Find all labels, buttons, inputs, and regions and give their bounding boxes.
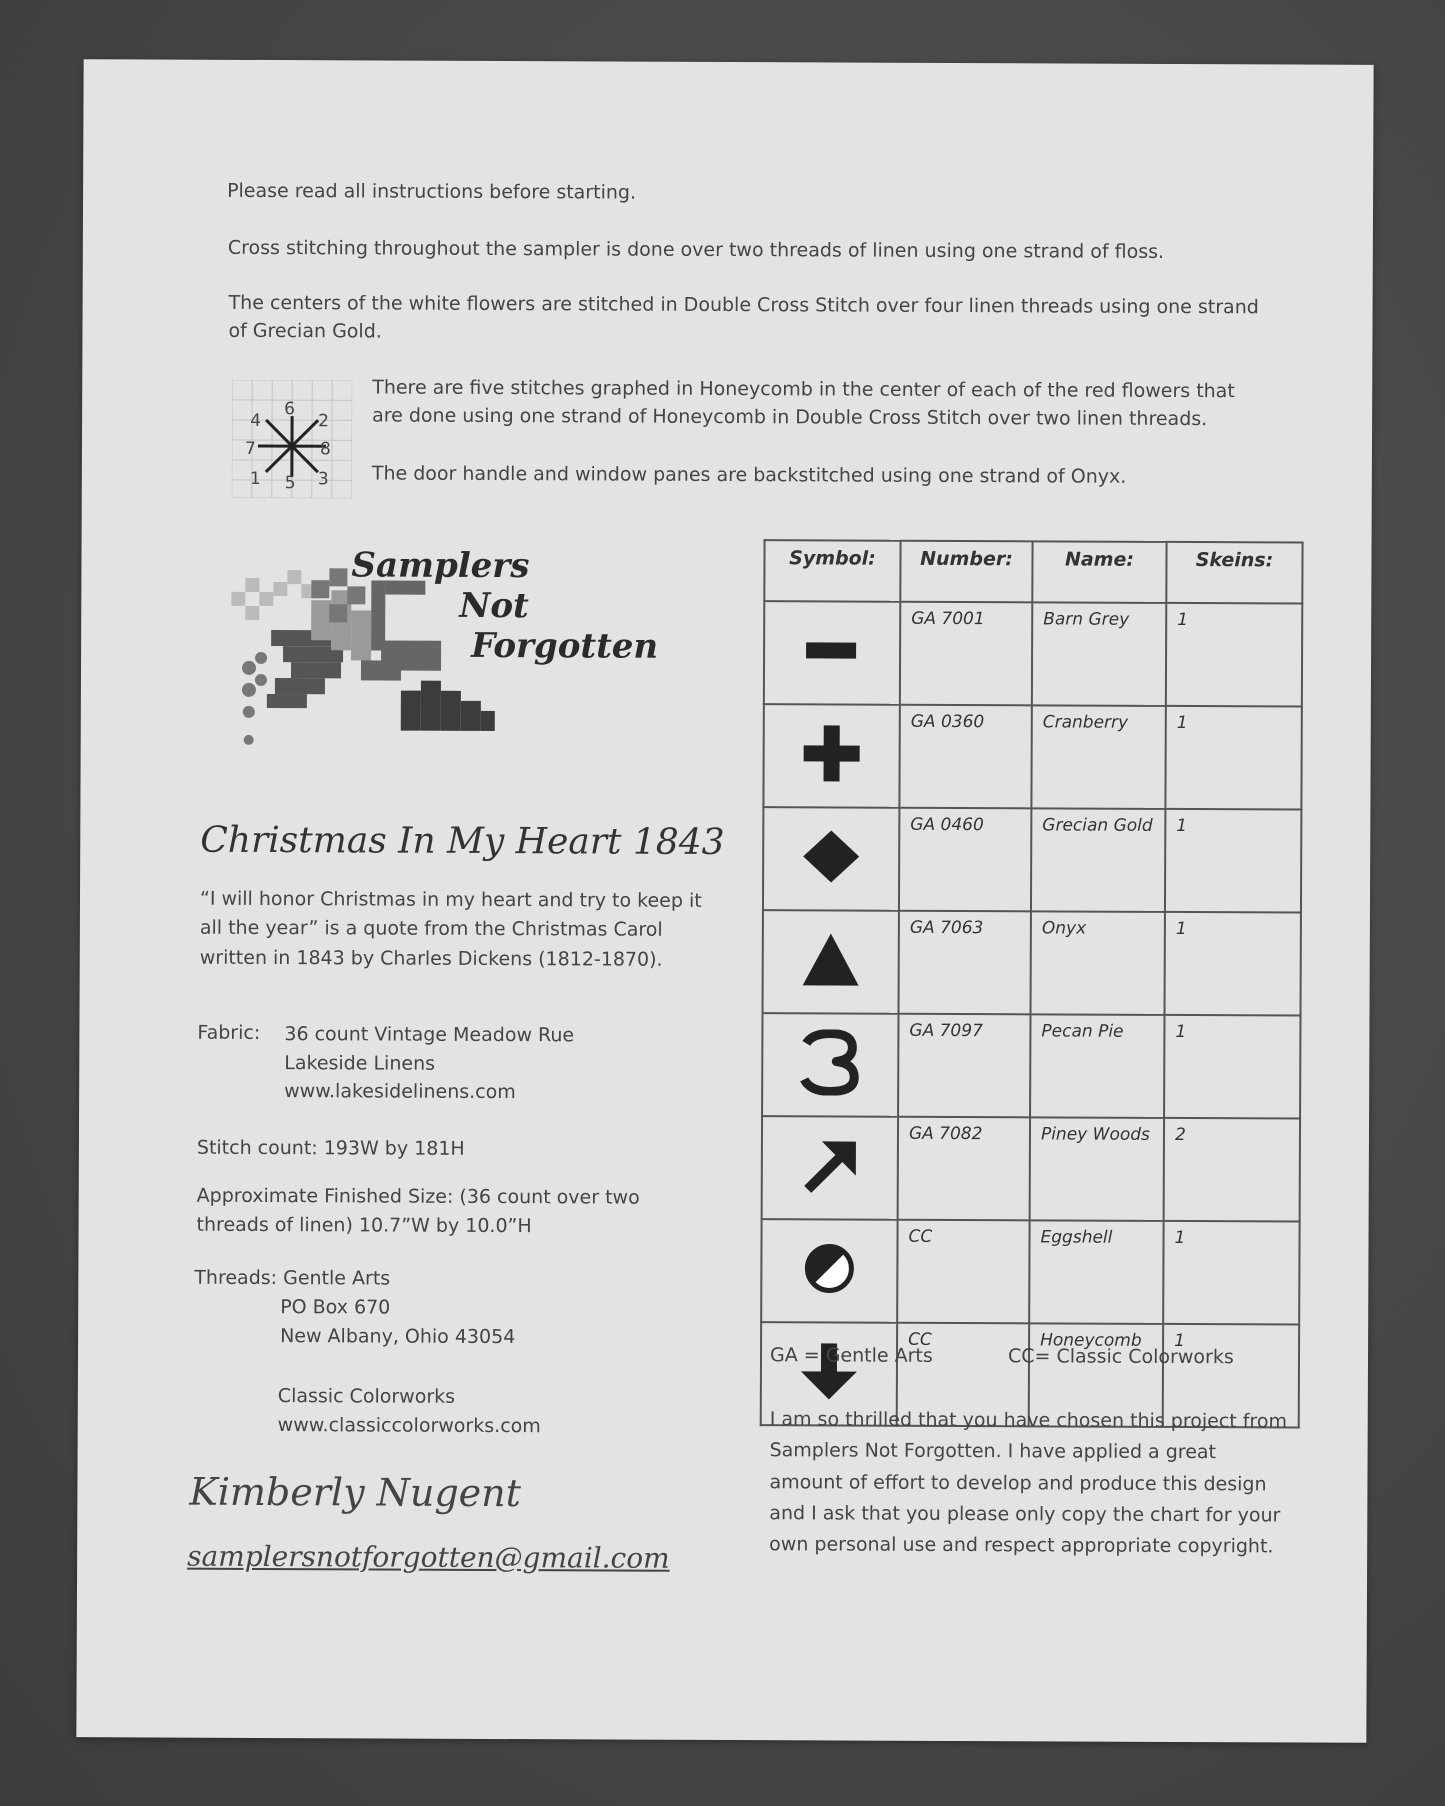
- row-skeins: 1: [1163, 1221, 1299, 1325]
- row-name: Pecan Pie: [1030, 1014, 1164, 1118]
- row-skeins: 1: [1164, 1015, 1300, 1119]
- row-name: Onyx: [1031, 911, 1165, 1015]
- cc-url: www.classiccolorworks.com: [277, 1413, 541, 1437]
- table-row: [763, 704, 1301, 809]
- row-number: GA 0460: [899, 808, 1031, 912]
- threads-address: [280, 1293, 515, 1351]
- logo-word: Not: [459, 585, 529, 627]
- finished-size: Approximate Finished Size: (36 count over two threads of linen) 10.7”W by 10.0”H: [196, 1184, 640, 1238]
- row-name: Honeycomb: [1029, 1323, 1163, 1427]
- row-number: GA 7082: [898, 1117, 1030, 1221]
- samplers-not-forgotten-logo: [230, 540, 701, 792]
- row-name: Piney Woods: [1030, 1117, 1164, 1221]
- table-row: [762, 1013, 1300, 1118]
- diagram-number: 5: [284, 473, 296, 494]
- row-name: Grecian Gold: [1031, 808, 1165, 912]
- header-number: Number:: [900, 541, 1032, 603]
- row-number: GA 7097: [898, 1014, 1030, 1118]
- diagram-number: 6: [284, 399, 296, 420]
- closing-note: I am so thrilled that you have chosen this project from Samplers Not Forgotten. I have applied a great amount of effort to develop and produce this design and I ask that you please only copy the chart for your own personal use and respect appropriate copyright.: [769, 1408, 1288, 1558]
- table-row: [763, 807, 1301, 912]
- plus-icon: [802, 723, 862, 783]
- three-icon: [798, 1029, 862, 1095]
- row-skeins: 1: [1163, 1324, 1299, 1428]
- row-skeins: 1: [1166, 603, 1302, 707]
- fabric-label: Fabric:: [197, 1021, 261, 1044]
- diagram-number: 4: [250, 410, 261, 431]
- row-number: GA 0360: [899, 705, 1031, 809]
- threads-label: Threads: Gentle Arts: [194, 1266, 391, 1290]
- table-header-row: [764, 540, 1302, 603]
- row-skeins: 1: [1165, 706, 1301, 810]
- double-cross-stitch-diagram: [232, 380, 353, 499]
- fabric-brand: Lakeside Linens: [284, 1051, 436, 1075]
- diagram-number: 1: [249, 468, 261, 489]
- logo-word: Samplers: [351, 545, 530, 587]
- diagram-number: 8: [319, 439, 331, 460]
- table-row: [764, 601, 1302, 706]
- instruction-line-1: Please read all instructions before starting.: [227, 179, 637, 204]
- instruction-line-4: There are five stitches graphed in Honeycomb in the center of each of the red flowers that are done using one strand of Honeycomb in Double Cross Stitch over two linen threads.: [372, 376, 1235, 430]
- row-number: CC: [897, 1323, 1029, 1427]
- row-number: GA 7001: [900, 602, 1032, 706]
- stitch-count: Stitch count: 193W by 181H: [196, 1136, 465, 1160]
- row-skeins: 1: [1165, 912, 1301, 1016]
- cc-name: Classic Colorworks: [277, 1385, 456, 1408]
- logo-word: Forgotten: [471, 625, 659, 667]
- header-name: Name:: [1032, 541, 1166, 603]
- designer-signature: Kimberly Nugent: [189, 1469, 522, 1516]
- diamond-icon: [799, 826, 863, 886]
- threads-city: New Albany, Ohio 43054: [280, 1324, 516, 1348]
- instruction-line-3: The centers of the white flowers are stitched in Double Cross Stitch over four linen threads using one strand of Grecian Gold.: [228, 291, 1259, 343]
- design-title: Christmas In My Heart 1843: [200, 819, 725, 863]
- floss-key-table: [760, 539, 1304, 1428]
- fabric-details: [284, 1020, 574, 1107]
- classic-colorworks-info: [278, 1382, 541, 1440]
- table-row: [762, 1116, 1300, 1221]
- half-circle-icon: [802, 1241, 856, 1295]
- row-number: GA 7063: [899, 911, 1031, 1015]
- legend-classic-colorworks: CC= Classic Colorworks: [1007, 1345, 1234, 1369]
- fabric-name: 36 count Vintage Meadow Rue: [284, 1023, 575, 1047]
- threads-po-box: PO Box 670: [280, 1296, 391, 1319]
- triangle-icon: [799, 929, 863, 989]
- row-name: Eggshell: [1029, 1220, 1163, 1324]
- arrow-up-right-icon: [800, 1135, 860, 1195]
- header-symbol: Symbol:: [764, 540, 900, 602]
- header-skeins: Skeins:: [1166, 542, 1302, 604]
- dash-icon: [802, 620, 862, 680]
- dickens-quote: “I will honor Christmas in my heart and try to keep it all the year” is a quote from the Christmas Carol written in 1843 by Charles Dickens (1812-1870).: [199, 887, 702, 971]
- row-skeins: 1: [1165, 809, 1301, 913]
- row-number: CC: [897, 1220, 1029, 1324]
- row-name: Barn Grey: [1032, 602, 1166, 706]
- designer-email: samplersnotforgotten@gmail.com: [187, 1539, 670, 1575]
- row-name: Cranberry: [1031, 705, 1165, 809]
- instruction-line-2: Cross stitching throughout the sampler is done over two threads of linen using one strand of floss.: [227, 236, 1165, 263]
- diagram-number: 3: [317, 469, 329, 490]
- diagram-number: 2: [318, 411, 329, 432]
- legend-gentle-arts: GA = Gentle Arts: [769, 1344, 933, 1367]
- paper-sheet: [76, 59, 1373, 1743]
- instruction-line-5: The door handle and window panes are backstitched using one strand of Onyx.: [371, 462, 1127, 488]
- row-skeins: 2: [1164, 1118, 1300, 1222]
- fabric-url: www.lakesidelinens.com: [284, 1080, 516, 1104]
- diagram-number: 7: [244, 438, 256, 459]
- table-row: [763, 910, 1301, 1015]
- table-row: [761, 1219, 1299, 1324]
